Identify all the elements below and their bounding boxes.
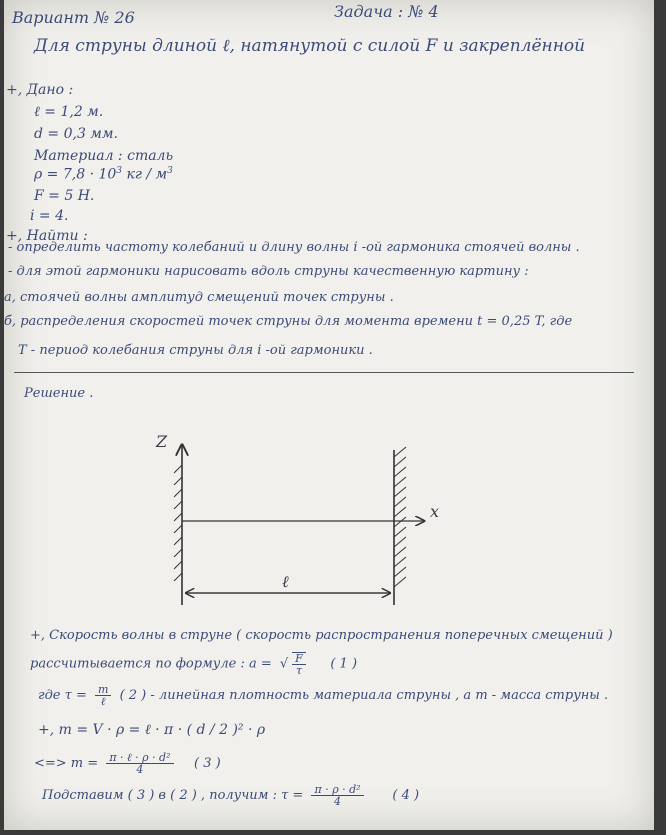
formula-intro: рассчитывается по формуле : a = xyxy=(30,656,272,672)
z-axis-label: Z xyxy=(156,432,168,451)
given-diameter: d = 0,3 мм. xyxy=(34,126,118,142)
find-line-3: а, стоячей волны амплитуд смещений точек струны . xyxy=(4,290,394,305)
document-page xyxy=(4,0,654,830)
find-line-2: - для этой гармоники нарисовать вдоль струны качественную картину : xyxy=(8,264,529,279)
x-axis-label: x xyxy=(430,502,440,521)
solution-line-4: +, m = V · ρ = ℓ · π · ( d / 2 )² · ρ xyxy=(38,722,266,738)
find-line-5: T - период колебания струны для i -ой гармоники . xyxy=(18,343,373,358)
mass-fraction: $\frac{\text{π · ℓ · ρ · d²}}{4}$ xyxy=(106,752,173,775)
problem-title: Для струны длиной ℓ, натянутой с силой F и закреплённой xyxy=(34,36,586,56)
density-exponent: 3 xyxy=(116,166,123,176)
find-label: +, Найти : xyxy=(6,228,88,244)
solution-line-1: +, Скорость волны в струне ( скорость распространения поперечных смещений ) xyxy=(30,628,613,643)
sqrt-denominator: τ xyxy=(295,664,303,677)
equation-number-1: ( 1 ) xyxy=(330,656,358,672)
find-line-4: б, распределения скоростей точек струны для момента времени t = 0,25 T, где xyxy=(4,314,573,329)
tau-fraction: $\frac{m}{\text{ℓ}}$ xyxy=(95,684,111,707)
equation-number-3: ( 3 ) xyxy=(194,756,221,771)
given-length: ℓ = 1,2 м. xyxy=(34,104,104,120)
solution-line-5 xyxy=(34,752,221,775)
sqrt-symbol: √ $\frac{F}{\tau}$ xyxy=(280,652,310,676)
length-label: ℓ xyxy=(282,572,289,591)
density-unit-exponent: 3 xyxy=(167,166,173,176)
solution-label: Решение . xyxy=(24,386,94,401)
given-density xyxy=(34,166,173,183)
solution-line-3 xyxy=(38,684,608,707)
given-label: +, Дано : xyxy=(6,82,74,98)
string-diagram xyxy=(154,425,454,615)
tau-result-fraction: $\frac{\text{π · ρ · d²}}{4}$ xyxy=(311,784,363,807)
mass-intro: <=> m = xyxy=(34,756,99,771)
given-material: Материал : сталь xyxy=(34,148,174,164)
density-unit: кг / м xyxy=(126,166,168,183)
task-heading: Задача : № 4 xyxy=(334,2,439,21)
find-line-1: - определить частоту колебаний и длину волны i -ой гармоника стоячей волны . xyxy=(8,240,580,255)
density-value: ρ = 7,8 · 10 xyxy=(34,166,117,183)
solution-line-6 xyxy=(42,784,419,807)
given-harmonic: i = 4. xyxy=(30,208,69,224)
right-wall-hatching xyxy=(394,447,406,587)
sqrt-numerator: F xyxy=(292,653,306,665)
equation-number-4: ( 4 ) xyxy=(392,788,420,803)
tau-description: ( 2 ) - линейная плотность материала струны , a m - масса струны . xyxy=(119,688,609,703)
divider-line xyxy=(14,372,634,373)
variant-heading: Вариант № 26 xyxy=(12,8,135,27)
solution-line-2 xyxy=(30,652,357,676)
tau-intro: где τ = xyxy=(38,688,87,703)
left-wall-hatching xyxy=(174,465,182,581)
given-force: F = 5 Н. xyxy=(34,188,95,204)
substitution-intro: Подставим ( 3 ) в ( 2 ) , получим : τ = xyxy=(42,788,304,803)
